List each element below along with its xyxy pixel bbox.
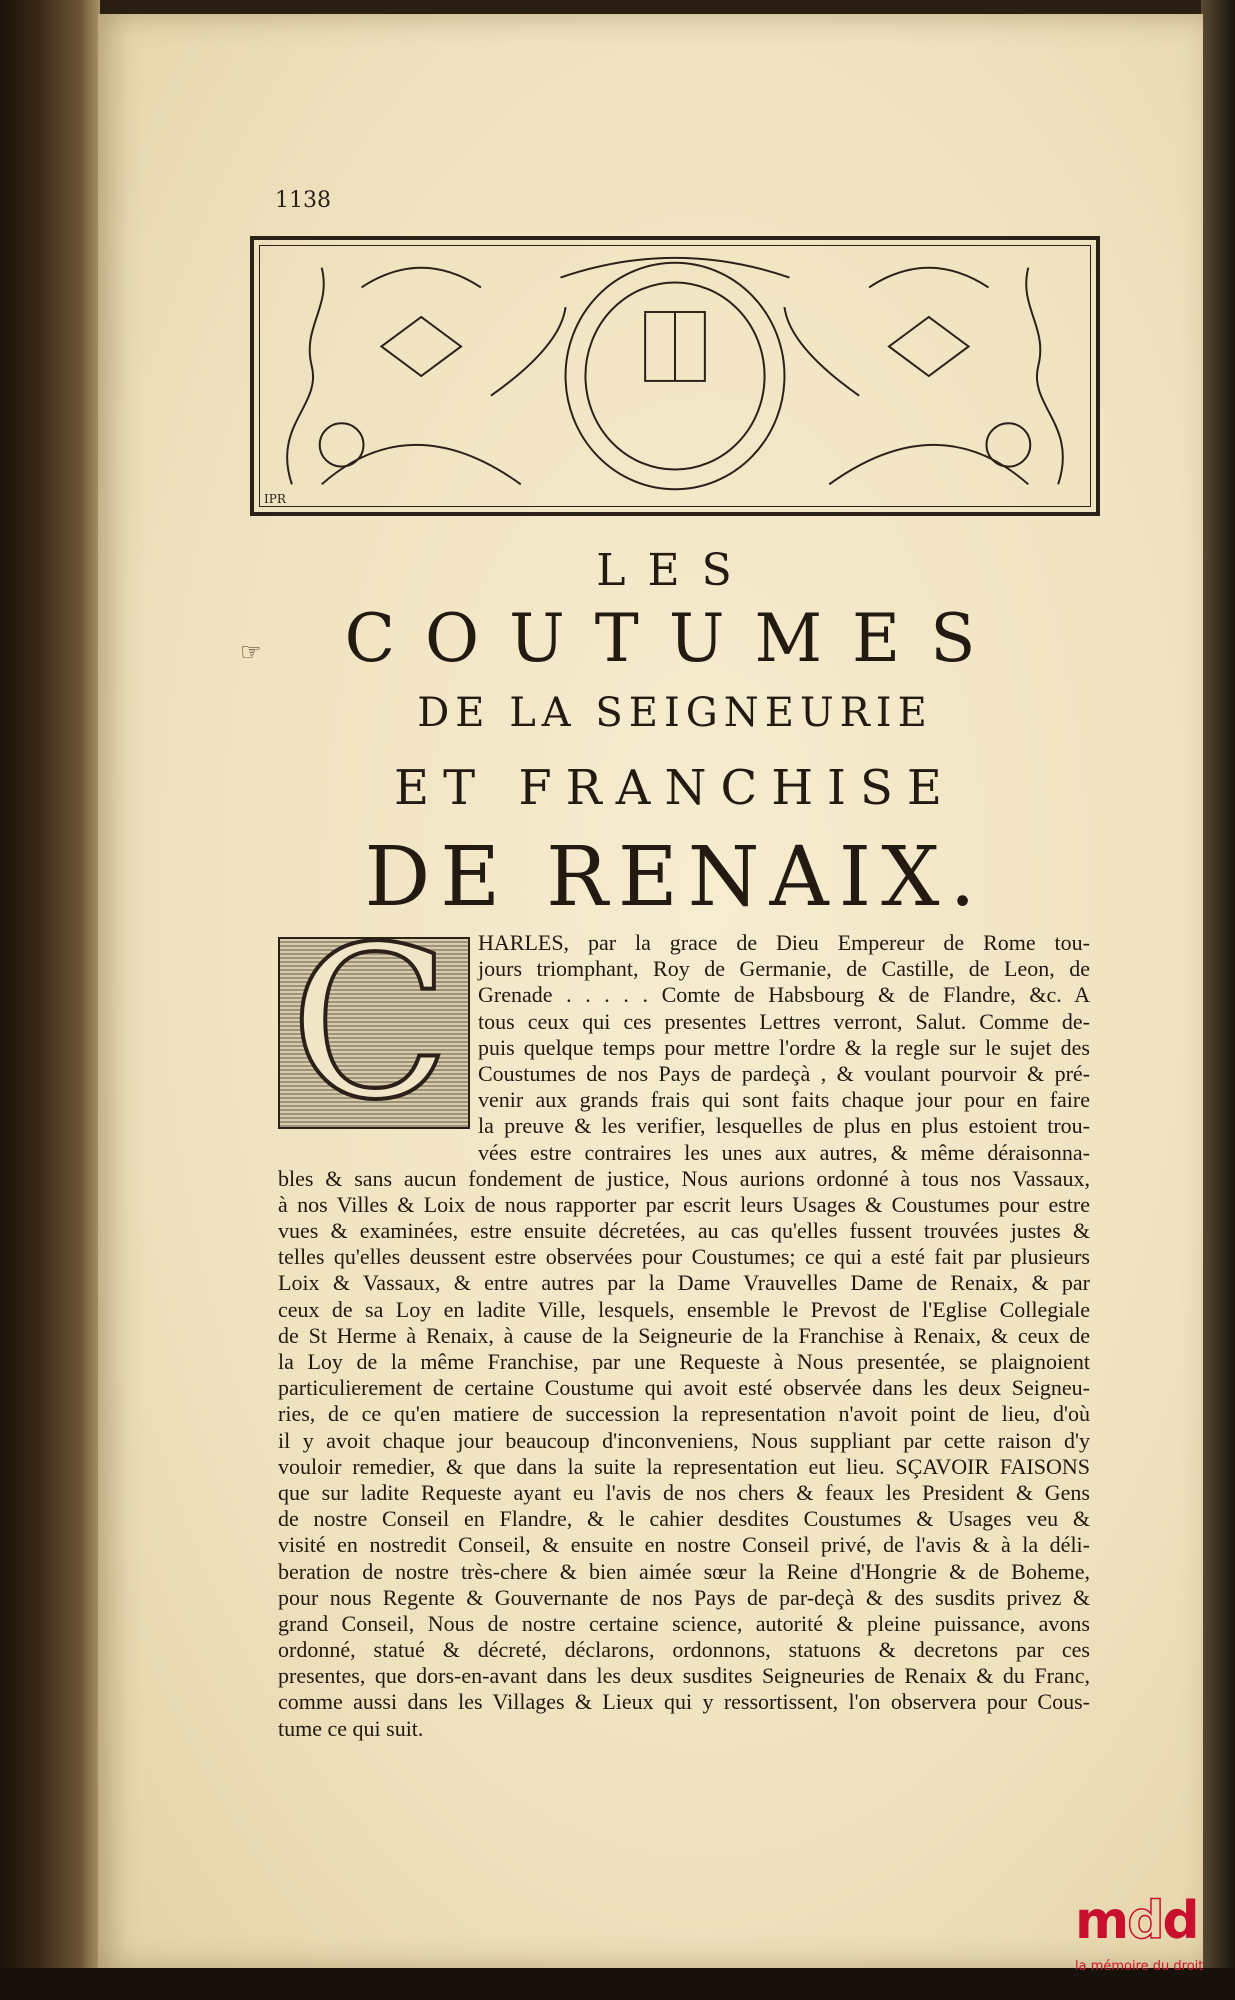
text-line: ceux de sa Loy en ladite Ville, lesquels, ensemble le Prevost de l'Eglise Collegiale — [278, 1296, 1090, 1322]
title-line-3: DE LA SEIGNEURIE — [417, 690, 933, 736]
logo-tagline: la mémoire du droit — [1075, 1959, 1204, 1974]
text-line: venir aux grands frais qui sont faits chaque jour pour en faire — [478, 1087, 1090, 1113]
text-line: que sur ladite Requeste ayant eu l'avis de nos chers & feaux les President & Gens — [278, 1479, 1090, 1505]
text-line: à nos Villes & Loix de nous rapporter par escrit leurs Usages & Coustumes pour estre — [278, 1191, 1090, 1217]
text-line: pour nous Regente & Gouvernante de nos Pays de par-deçà & des susdits privez & — [278, 1584, 1090, 1610]
text-line: Coustumes de nos Pays de pardeçà , & voulant pourvoir & pré- — [478, 1060, 1090, 1086]
text-line: Grenade . . . . . Comte de Habsbourg & de Flandre, &c. A — [478, 982, 1090, 1008]
text-line: vées estre contraires les unes aux autres, & même déraisonna- — [478, 1139, 1090, 1165]
text-line: tume ce qui suit. — [278, 1715, 424, 1741]
text-line: tous ceux qui ces presentes Lettres verront, Salut. Comme de- — [478, 1008, 1090, 1034]
text-line: Loix & Vassaux, & entre autres par la Dame Vrauvelles Dame de Renaix, & par — [278, 1270, 1090, 1296]
body-text — [278, 930, 1090, 1742]
title-line-1: LES — [596, 545, 754, 596]
text-line: la preuve & les verifier, lesquelles de plus en plus estoient trou- — [478, 1113, 1090, 1139]
logo-mark: mdd — [1075, 1891, 1198, 1951]
text-line: HARLES, par la grace de Dieu Empereur de Rome tou- — [478, 930, 1090, 955]
book-binding — [0, 0, 100, 2000]
text-line: particulierement de certaine Coustume qui avoit esté observée dans les deux Seigneu- — [278, 1375, 1090, 1401]
drop-cap-letter: C — [290, 901, 451, 1146]
text-line: visité en nostredit Conseil, & ensuite en nostre Conseil privé, de l'avis & à la déli- — [278, 1532, 1090, 1558]
margin-pointing-hand: ☞ — [240, 638, 262, 666]
text-line: grand Conseil, Nous de nostre certaine science, autorité & pleine puissance, avons — [278, 1610, 1090, 1636]
page-number: 1138 — [275, 188, 331, 213]
text-line: beration de nostre très-chere & bien aimée sœur la Reine d'Hongrie & de Boheme, — [278, 1558, 1090, 1584]
text-line: de St Herme à Renaix, à cause de la Seigneurie de la Franchise à Renaix, & ceux de — [278, 1322, 1090, 1348]
page-edge — [1201, 0, 1235, 2000]
text-line: bles & sans aucun fondement de justice, Nous aurions ordonné à tous nos Vassaux, — [278, 1165, 1090, 1191]
title-line-4: ET FRANCHISE — [394, 760, 956, 816]
text-line: la Loy de la même Franchise, par une Requeste à Nous presentée, se plaignoient — [278, 1349, 1090, 1374]
floral-ornament-icon — [262, 248, 1088, 504]
text-line: ries, de ce qu'en matiere de succession la representation n'avoit point de lieu, d'où — [278, 1401, 1090, 1427]
title-line-5: DE RENAIX. — [364, 830, 986, 925]
title-line-2: COUTUMES — [344, 600, 1006, 677]
text-line: ordonné, statué & décreté, déclarons, ordonnons, statuons & decretons par ces — [278, 1637, 1090, 1663]
text-line: vouloir remedier, & que dans la suite la representation eut lieu. SÇAVOIR FAISONS — [278, 1453, 1090, 1479]
text-line: puis quelque temps pour mettre l'ordre & la regle sur le sujet des — [478, 1034, 1090, 1060]
text-line: comme aussi dans les Villages & Lieux qui y ressortissent, l'on observera pour Cous- — [278, 1689, 1090, 1715]
mdd-logo — [1075, 1891, 1235, 1974]
engraver-initials: IPR — [264, 492, 286, 506]
text-line: de nostre Conseil en Flandre, & le cahier desdites Coustumes & Usages veu & — [278, 1506, 1090, 1532]
text-line: vues & examinées, estre ensuite décretées, au cas qu'elles fussent trouvées justes & — [278, 1218, 1090, 1244]
text-line: presentes, que dors-en-avant dans les deux susdites Seigneuries de Renaix & du Franc, — [278, 1663, 1090, 1689]
text-line: telles qu'elles deussent estre observées pour Coustumes; ce qui a esté fait par plusieurs — [278, 1244, 1090, 1270]
text-line: il y avoit chaque jour beaucoup d'inconveniens, Nous suppliant par cette raison d'y — [278, 1427, 1090, 1453]
text-line: jours triomphant, Roy de Germanie, de Castille, de Leon, de — [478, 956, 1090, 982]
decorative-headpiece — [250, 236, 1100, 516]
scan-border — [0, 1968, 1235, 2000]
